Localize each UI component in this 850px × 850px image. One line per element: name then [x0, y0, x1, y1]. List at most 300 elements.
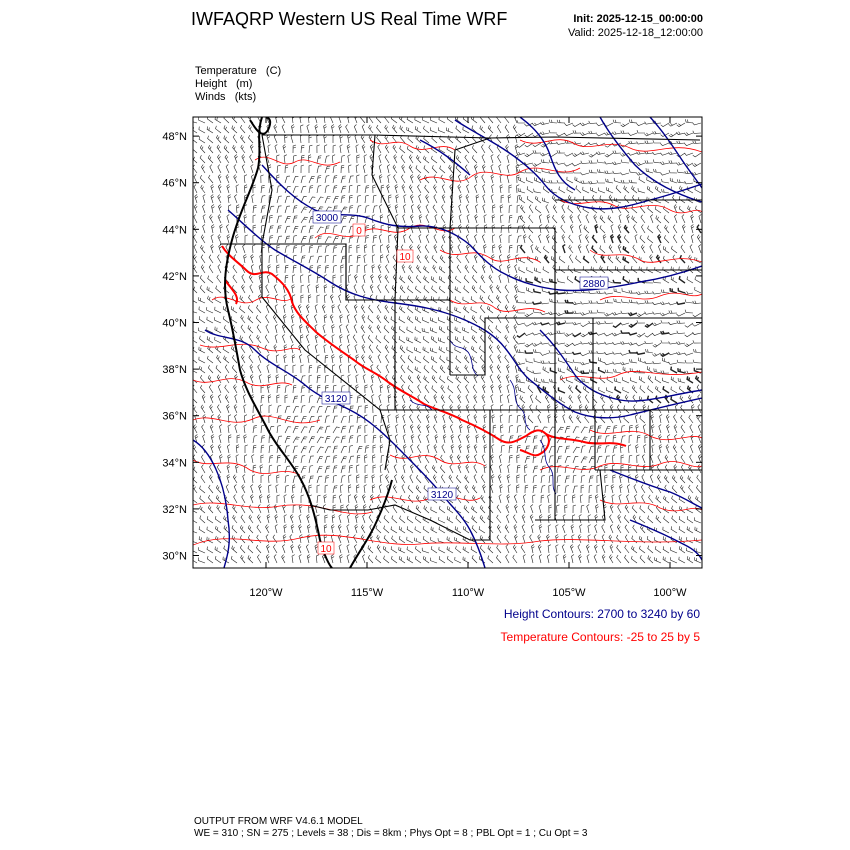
wind-barb	[681, 235, 685, 243]
wind-barb	[324, 135, 327, 144]
wind-barb	[284, 155, 287, 163]
wind-barb	[415, 556, 421, 563]
wind-barb	[257, 335, 261, 343]
wind-barb	[325, 447, 331, 453]
wind-barb	[365, 405, 368, 413]
wind-barb	[416, 165, 421, 173]
wind-barb	[471, 346, 477, 353]
wind-barb	[430, 558, 437, 563]
wind-barb	[677, 313, 686, 316]
wind-barb	[315, 115, 317, 124]
wind-barb	[491, 475, 494, 484]
wind-barb	[533, 333, 542, 335]
wind-barb	[234, 485, 237, 494]
wind-barb	[220, 425, 223, 434]
wind-barb	[377, 135, 381, 143]
wind-barb	[381, 455, 384, 463]
wind-barb	[689, 415, 693, 423]
wind-barb	[659, 425, 661, 434]
wind-barb	[633, 525, 637, 533]
wind-barb	[589, 457, 595, 463]
wind-barb	[373, 465, 376, 473]
wind-barb	[579, 235, 581, 244]
wind-barb	[629, 119, 637, 123]
wind-barb	[273, 545, 277, 553]
wind-barb	[372, 485, 375, 493]
wind-barb	[236, 445, 239, 453]
plot-title: IWFAQRP Western US Real Time WRF	[191, 9, 508, 29]
wind-barb	[482, 455, 485, 464]
wind-barb	[492, 205, 495, 213]
wind-barb	[200, 506, 205, 513]
wind-barb	[649, 495, 653, 503]
wind-barb	[481, 115, 486, 123]
wind-barb	[464, 505, 469, 513]
wind-barb	[581, 133, 590, 136]
wind-barb	[277, 206, 282, 213]
wind-barb	[349, 445, 353, 453]
wind-barb	[569, 395, 573, 403]
wind-barb	[391, 556, 397, 563]
wind-barb	[283, 145, 286, 154]
wind-barb	[332, 155, 335, 163]
wind-barb	[372, 265, 375, 273]
wind-barb	[416, 485, 421, 493]
wind-barb	[432, 255, 437, 263]
wind-barb	[339, 365, 341, 374]
wind-barb	[400, 345, 405, 353]
temperature-legend: Temperature Contours: -25 to 25 by 5	[500, 630, 700, 644]
wind-barb	[497, 545, 501, 553]
wind-barb	[581, 475, 585, 483]
wind-barb	[455, 336, 461, 343]
wind-barb	[568, 206, 573, 214]
wind-barb	[605, 427, 611, 434]
wind-barb	[633, 245, 637, 253]
wind-barb	[376, 336, 381, 344]
wind-barb	[349, 165, 352, 173]
wind-barb	[474, 255, 477, 264]
wind-barb	[506, 375, 509, 384]
wind-barb	[324, 145, 327, 153]
wind-barb	[651, 425, 654, 434]
wind-barb	[693, 313, 701, 317]
wind-barb	[548, 415, 551, 423]
wind-barb	[458, 405, 461, 413]
wind-barb	[685, 353, 694, 355]
wind-barb	[651, 455, 654, 464]
wind-barb	[387, 405, 389, 414]
wind-barb	[241, 135, 246, 143]
wind-barb	[385, 285, 389, 293]
wind-barb	[274, 345, 277, 353]
wind-barb	[538, 535, 541, 543]
wind-barb	[365, 446, 369, 454]
init-time: Init: 2025-12-15_00:00:00	[573, 13, 703, 25]
wind-barb	[666, 415, 669, 424]
wind-barb	[424, 266, 429, 273]
wind-barb	[489, 535, 493, 543]
wind-barb	[257, 515, 261, 523]
wind-barb	[671, 557, 677, 563]
wind-barb	[440, 356, 445, 363]
wind-barb	[284, 515, 287, 523]
wind-barb	[324, 495, 327, 503]
wind-barb	[661, 153, 670, 155]
wind-barb	[627, 215, 630, 224]
wind-barb	[261, 185, 265, 193]
wind-barb	[432, 286, 437, 293]
wind-barb	[307, 525, 310, 534]
wind-barb	[624, 265, 629, 273]
lat-label: 48°N	[162, 131, 187, 144]
wind-barb	[641, 245, 645, 253]
wind-barb	[474, 445, 477, 454]
wind-barb	[645, 122, 653, 125]
wind-barb	[525, 350, 533, 353]
svg-text:10: 10	[320, 544, 332, 555]
wind-barb	[309, 485, 312, 493]
wind-barb	[349, 217, 355, 224]
wind-barb	[698, 455, 701, 464]
wind-barb	[415, 316, 421, 323]
wind-barb	[685, 181, 693, 184]
wind-barb	[309, 396, 313, 404]
wind-barb	[203, 215, 205, 224]
wind-barb	[415, 286, 421, 293]
wind-barb	[593, 235, 598, 243]
wind-barb	[480, 346, 486, 353]
wind-barb	[323, 325, 325, 334]
wind-barb	[301, 406, 305, 413]
wind-barb	[509, 205, 512, 213]
wind-barb	[693, 332, 702, 335]
wind-barb	[408, 385, 413, 393]
wind-barb	[557, 505, 560, 513]
wind-barb	[242, 485, 245, 493]
wind-barb	[293, 456, 297, 463]
wind-barb	[637, 352, 645, 355]
wind-barb	[267, 365, 269, 374]
wind-barb	[277, 425, 281, 433]
wind-barb	[388, 215, 391, 224]
wind-barb	[325, 176, 329, 183]
wind-barb	[347, 295, 350, 304]
wind-barb	[565, 456, 570, 463]
wind-barb	[583, 187, 589, 193]
wind-barb	[690, 245, 693, 254]
wind-barb	[605, 342, 613, 345]
wind-barb	[253, 205, 257, 213]
wind-barb	[496, 295, 501, 303]
wind-barb	[614, 288, 621, 293]
wind-barb	[380, 385, 383, 393]
wind-barb	[232, 365, 237, 373]
wind-barb	[356, 145, 359, 153]
wind-barb	[285, 386, 289, 394]
wind-barb	[218, 215, 221, 224]
wind-barb	[620, 475, 623, 484]
wind-barb	[364, 255, 367, 263]
wind-barb	[332, 285, 335, 293]
wind-barb	[489, 115, 494, 123]
wind-barb	[513, 305, 517, 313]
wind-barb	[432, 465, 437, 473]
wind-barb	[332, 335, 335, 343]
wind-barb	[585, 235, 589, 243]
wind-barb	[466, 195, 469, 204]
wind-barb	[693, 141, 701, 144]
wind-barb	[410, 425, 413, 434]
wind-barb	[274, 285, 277, 294]
wind-barb	[533, 446, 538, 453]
wind-barb	[637, 333, 645, 337]
wind-barb	[257, 535, 261, 543]
wind-barb	[377, 545, 381, 553]
wind-barb	[565, 133, 574, 136]
wind-barb	[488, 325, 493, 333]
wind-barb	[679, 386, 685, 393]
wind-barb	[570, 215, 573, 223]
wind-barb	[408, 316, 414, 323]
wind-barb	[224, 136, 229, 144]
wind-barb	[572, 535, 575, 543]
wind-barb	[565, 291, 573, 294]
wind-barb	[559, 387, 566, 393]
wind-barb	[301, 186, 306, 193]
wind-barb	[681, 245, 685, 253]
wind-barb	[562, 205, 565, 214]
wind-barb	[349, 195, 353, 203]
wind-barb	[267, 515, 270, 524]
wind-barb	[387, 245, 390, 254]
wind-barb	[480, 535, 485, 543]
wind-barb	[525, 323, 533, 326]
wind-barb	[605, 153, 613, 157]
wind-barb	[410, 175, 413, 184]
wind-barb	[637, 313, 645, 317]
wind-barb	[416, 495, 421, 503]
wind-barb	[275, 515, 278, 524]
wind-barb	[549, 456, 553, 463]
height-label-3120-south	[428, 488, 456, 501]
wind-barb	[472, 135, 477, 143]
wind-barb	[277, 495, 280, 503]
wind-barb	[549, 505, 552, 513]
wind-barb	[269, 465, 272, 473]
lat-label: 42°N	[162, 270, 187, 283]
wind-barb	[372, 215, 375, 223]
wind-barb	[424, 356, 430, 363]
wind-barb	[282, 125, 285, 134]
lat-label: 34°N	[162, 457, 187, 470]
wind-barb	[581, 323, 589, 327]
wind-barb	[492, 245, 495, 253]
wind-barb	[619, 215, 621, 224]
wind-barb	[507, 365, 510, 374]
wind-barb	[227, 465, 230, 474]
wind-barb	[641, 485, 645, 493]
wind-barb	[416, 155, 421, 163]
wind-barb	[364, 155, 367, 163]
wind-barb	[577, 415, 581, 423]
wind-barb	[274, 135, 277, 144]
wind-barb	[265, 345, 269, 353]
wind-barb	[242, 495, 245, 503]
wind-barb	[449, 255, 453, 263]
wind-barb	[505, 335, 509, 343]
wind-barb	[274, 555, 277, 564]
wind-barb	[259, 265, 261, 274]
wind-barb	[341, 165, 344, 173]
wind-barb	[191, 356, 197, 363]
wind-barb	[488, 295, 493, 303]
wind-barb	[226, 225, 229, 234]
wind-barb	[459, 215, 461, 224]
wind-barb	[661, 331, 669, 334]
wind-barb	[693, 301, 701, 304]
wind-barb	[433, 425, 437, 433]
wind-barb	[541, 475, 545, 483]
wind-barb	[431, 156, 437, 163]
wind-barb	[348, 365, 351, 373]
wind-barb	[546, 225, 549, 233]
wind-barb	[451, 445, 454, 454]
wind-barb	[605, 436, 609, 443]
wind-barb	[199, 366, 205, 373]
wind-barb	[509, 215, 512, 223]
wind-barb	[301, 245, 305, 253]
wind-barb	[325, 476, 329, 484]
wind-barb	[605, 456, 610, 463]
wind-barb	[315, 545, 318, 554]
wind-barb	[331, 555, 334, 564]
wind-barb	[687, 276, 693, 283]
wind-barb	[338, 305, 341, 314]
wind-barb	[347, 145, 350, 154]
wind-barb	[621, 131, 629, 134]
wind-barb	[693, 340, 701, 343]
wind-barb	[530, 395, 533, 404]
wind-barb	[565, 153, 573, 156]
wind-barb	[499, 245, 502, 254]
wind-barb	[267, 135, 270, 144]
wind-barb	[507, 165, 509, 174]
wind-barb	[439, 317, 446, 323]
wind-barb	[392, 296, 397, 303]
wind-barb	[515, 385, 518, 394]
wind-barb	[526, 278, 533, 283]
wind-barb	[191, 516, 197, 523]
wind-barb	[400, 285, 405, 293]
wind-barb	[505, 525, 509, 533]
wind-barb	[218, 265, 221, 274]
wind-barb	[669, 160, 677, 163]
wind-barb	[699, 215, 701, 224]
wind-barb	[431, 127, 438, 133]
wind-barb	[317, 515, 320, 523]
wind-barb	[317, 385, 320, 393]
wind-barb	[309, 177, 315, 184]
wind-barb	[341, 476, 345, 483]
wind-barb	[236, 235, 239, 244]
wind-barb	[661, 353, 669, 356]
wind-barb	[480, 355, 485, 363]
wind-barb	[301, 176, 306, 183]
wind-barb	[384, 526, 389, 533]
wind-barb	[562, 545, 565, 554]
wind-barb	[225, 155, 229, 163]
wind-barb	[309, 135, 312, 143]
wind-barb	[386, 475, 390, 483]
wind-barb	[201, 475, 205, 483]
wind-barb	[645, 361, 653, 364]
wind-barb	[581, 333, 589, 337]
wind-barb	[439, 286, 445, 293]
wind-barb	[506, 325, 509, 334]
wind-barb	[549, 332, 558, 335]
wind-barb	[527, 287, 533, 293]
wind-barb	[609, 395, 613, 403]
wind-barb	[301, 226, 306, 233]
wind-barb	[525, 485, 528, 493]
wind-barb	[656, 396, 661, 403]
wind-barb	[401, 175, 405, 183]
wind-barb	[380, 255, 383, 263]
wind-barb	[517, 133, 525, 137]
wind-barb	[234, 175, 237, 183]
wind-barb	[534, 289, 541, 293]
wind-barb	[324, 115, 327, 123]
wind-barb	[316, 555, 319, 563]
wind-barb	[308, 355, 311, 363]
wind-barb	[563, 555, 566, 564]
wind-barb	[527, 256, 533, 263]
wind-barb	[547, 535, 550, 544]
wind-barb	[424, 376, 429, 383]
wind-barb	[243, 475, 245, 484]
wind-barb	[333, 255, 336, 263]
wind-barb	[455, 537, 461, 543]
wind-barb	[580, 525, 583, 534]
wind-barb	[325, 515, 328, 523]
wind-barb	[491, 455, 494, 464]
wind-barb	[340, 145, 343, 153]
wind-barb	[199, 136, 205, 143]
wind-barb	[650, 475, 653, 484]
wind-barb	[624, 235, 629, 243]
lat-label: 44°N	[162, 224, 187, 237]
wind-barb	[525, 456, 530, 463]
wind-barb	[678, 368, 685, 373]
wind-barb	[407, 547, 413, 554]
wind-barb	[664, 516, 669, 523]
wind-barb	[689, 395, 694, 403]
wind-barb	[399, 536, 405, 543]
wind-barb	[549, 130, 557, 133]
wind-barb	[244, 185, 247, 193]
wind-barb	[285, 246, 289, 253]
wind-barb	[431, 537, 437, 543]
wind-barb	[664, 496, 670, 503]
wind-barb	[248, 535, 253, 543]
wind-barb	[589, 476, 594, 483]
wind-barb	[250, 375, 253, 384]
wind-barb	[250, 145, 253, 154]
wind-barb	[621, 160, 629, 163]
wind-barb	[679, 526, 685, 533]
wind-barb	[333, 466, 337, 473]
